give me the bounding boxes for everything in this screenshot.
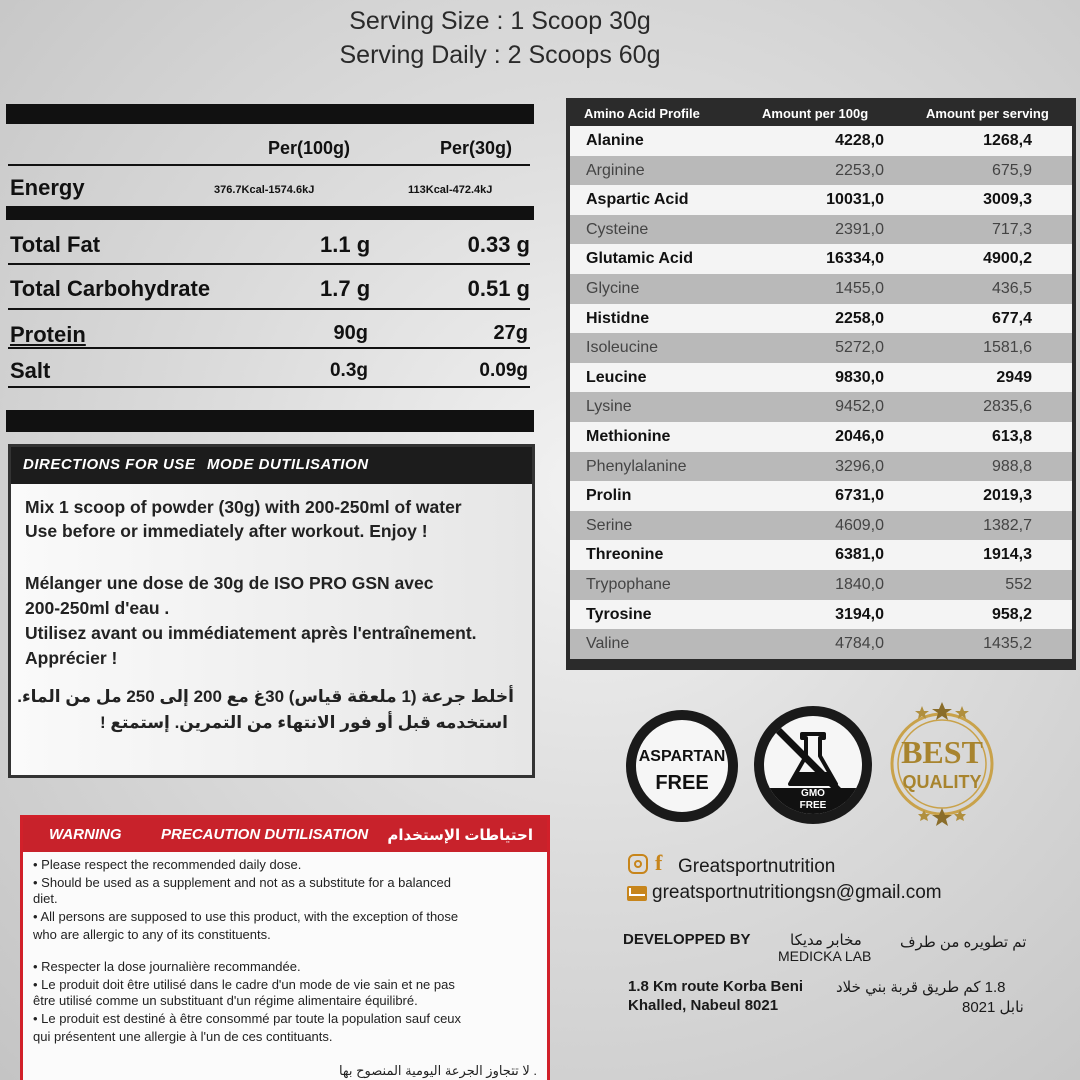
amino-name: Cysteine — [586, 220, 649, 238]
nutrition-thick-divider — [6, 206, 534, 220]
gmo-badge-text: GMO — [801, 788, 825, 799]
energy-label: Energy — [10, 175, 85, 200]
amino-row — [570, 452, 1072, 482]
warning-line: • Please respect the recommended daily dose. — [33, 857, 302, 872]
lab-name-en: MEDICKA LAB — [778, 948, 872, 964]
total-fat-label: Total Fat — [10, 232, 101, 257]
amino-name: Isoleucine — [586, 339, 659, 357]
warning-header — [23, 818, 547, 852]
nutrition-divider — [8, 347, 530, 349]
serving-info — [0, 4, 1000, 72]
amino-per-100g: 2258,0 — [835, 309, 884, 327]
amino-name: Trypophane — [586, 575, 671, 593]
amino-row — [570, 629, 1072, 659]
amino-per-100g: 2046,0 — [835, 427, 884, 445]
best-badge-text: BEST — [901, 734, 983, 770]
serving-daily: Serving Daily : 2 Scoops 60g — [339, 41, 661, 69]
amino-row — [570, 185, 1072, 215]
amino-per-serving: 2949 — [996, 368, 1032, 386]
amino-row — [570, 481, 1072, 511]
total-carbohydrate-100g: 1.7 g — [320, 276, 371, 301]
amino-name: Histidne — [586, 309, 650, 327]
amino-per-serving: 552 — [1005, 575, 1032, 593]
nutrition-bottom-bar — [6, 410, 534, 432]
amino-name: Threonine — [586, 546, 664, 564]
amino-name: Glutamic Acid — [586, 250, 693, 268]
email-icon — [627, 886, 647, 901]
email-address: greatsportnutritiongsn@gmail.com — [652, 882, 942, 903]
amino-per-serving: 1382,7 — [983, 516, 1032, 534]
amino-row — [570, 540, 1072, 570]
amino-per-serving: 436,5 — [991, 279, 1032, 297]
address-en-line: Khalled, Nabeul 8021 — [628, 997, 779, 1014]
directions-fr-line: Apprécier ! — [25, 648, 118, 668]
amino-per-100g: 5272,0 — [835, 339, 884, 357]
total-fat-100g: 1.1 g — [320, 232, 371, 257]
amino-per-serving: 1581,6 — [983, 339, 1032, 357]
amino-name: Lysine — [586, 398, 632, 416]
protein-label: Protein — [10, 322, 86, 347]
amino-name: Methionine — [586, 427, 671, 445]
aspartan-badge-text: ASPARTAN — [638, 748, 726, 765]
amino-per-serving: 3009,3 — [983, 191, 1032, 209]
amino-per-100g: 6731,0 — [835, 487, 884, 505]
warning-title-en: WARNING — [49, 826, 122, 843]
directions-fr-line: Mélanger une dose de 30g de ISO PRO GSN avec — [25, 573, 434, 593]
amino-row — [570, 126, 1072, 156]
directions-title-en: DIRECTIONS FOR USE — [23, 456, 196, 473]
quality-badge-text: QUALITY — [902, 772, 982, 792]
amino-name: Arginine — [586, 161, 645, 179]
total-fat-30g: 0.33 g — [467, 232, 530, 257]
amino-name: Aspartic Acid — [586, 191, 689, 209]
directions-fr-line: 200-250ml d'eau . — [25, 598, 170, 618]
amino-per-100g: 10031,0 — [826, 191, 884, 209]
facebook-icon: f — [655, 850, 663, 875]
nutrition-top-bar — [6, 104, 534, 124]
amino-per-100g: 9452,0 — [835, 398, 884, 416]
amino-per-serving: 2019,3 — [983, 487, 1032, 505]
warning-line: • Should be used as a supplement and not as a substitute for a balanced — [33, 875, 451, 890]
amino-row — [570, 215, 1072, 245]
amino-per-serving: 988,8 — [991, 457, 1032, 475]
warning-line: • All persons are supposed to use this product, with the exception of those — [33, 909, 459, 924]
amino-per-serving: 675,9 — [991, 161, 1032, 179]
warning-line: être utilisé comme un substituant d'un régime alimentaire équilibré. — [33, 993, 418, 1008]
amino-per-100g: 6381,0 — [835, 546, 884, 564]
gmo-free-badge — [754, 706, 872, 824]
amino-name: Serine — [586, 516, 633, 534]
warning-title-fr: PRECAUTION DUTILISATION — [161, 826, 369, 843]
gmo-badge-text-free: FREE — [799, 800, 827, 811]
warning-line: • Le produit doit être utilisé dans le cadre d'un mode de vie sain et ne pas — [33, 977, 455, 992]
directions-en-line: Use before or immediately after workout. Enjoy ! — [25, 521, 428, 541]
warning-line: • Respecter la dose journalière recommandée. — [33, 959, 301, 974]
directions-ar-line: استخدمه قبل أو فور الانتهاء من التمرين. إستمتع ! — [100, 713, 508, 732]
total-carbohydrate-label: Total Carbohydrate — [10, 276, 211, 301]
amino-per-100g: 4228,0 — [835, 132, 884, 149]
warning-line: who are allergic to any of its constituents. — [33, 927, 271, 942]
salt-30g: 0.09g — [479, 360, 528, 381]
amino-per-serving: 1268,4 — [983, 132, 1032, 149]
amino-row — [570, 511, 1072, 541]
salt-label: Salt — [10, 358, 51, 383]
amino-header-serving: Amount per serving — [926, 106, 1049, 121]
nutrition-divider — [8, 308, 530, 310]
best-quality-badge — [880, 700, 1004, 828]
amino-row — [570, 363, 1072, 393]
social-handle: Greatsportnutrition — [678, 856, 836, 877]
amino-per-100g: 9830,0 — [835, 368, 884, 386]
developped-by-label: DEVELOPPED BY — [623, 931, 751, 948]
nutrition-col-30g: Per(30g) — [440, 138, 513, 158]
total-carbohydrate-30g: 0.51 g — [467, 276, 530, 301]
protein-30g: 27g — [493, 322, 528, 344]
amino-table-body — [570, 126, 1072, 659]
amino-per-100g: 4609,0 — [835, 516, 884, 534]
amino-row — [570, 244, 1072, 274]
aspartan-badge-text-free: FREE — [655, 772, 709, 794]
amino-per-serving: 958,2 — [991, 605, 1032, 623]
amino-per-serving: 4900,2 — [983, 250, 1032, 268]
amino-per-100g: 3296,0 — [835, 457, 884, 475]
amino-name: Leucine — [586, 368, 647, 386]
address-en-line: 1.8 Km route Korba Beni — [628, 978, 804, 995]
amino-header-profile: Amino Acid Profile — [584, 106, 700, 121]
directions-en-line: Mix 1 scoop of powder (30g) with 200-250ml of water — [25, 497, 462, 517]
amino-per-100g: 2391,0 — [835, 220, 884, 238]
amino-name: Phenylalanine — [586, 457, 687, 475]
amino-per-100g: 3194,0 — [835, 605, 884, 623]
amino-per-100g: 1455,0 — [835, 279, 884, 297]
warning-panel — [20, 815, 550, 1080]
amino-table-header — [570, 102, 1072, 126]
amino-per-100g: 4784,0 — [835, 635, 884, 653]
energy-100g: 376.7Kcal-1574.6kJ — [214, 184, 315, 196]
amino-per-serving: 1435,2 — [983, 635, 1032, 653]
amino-name: Glycine — [586, 279, 640, 297]
energy-30g: 113Kcal-472.4kJ — [408, 184, 493, 196]
amino-row — [570, 422, 1072, 452]
amino-row — [570, 392, 1072, 422]
amino-row — [570, 600, 1072, 630]
warning-title-ar: احتياطات الإستخدام — [387, 827, 533, 844]
directions-title-fr: MODE DUTILISATION — [207, 456, 369, 473]
amino-row — [570, 333, 1072, 363]
protein-100g: 90g — [333, 322, 368, 344]
address-ar-line: 1.8 كم طريق قربة بني خلاد — [836, 979, 1006, 996]
developped-by-ar: تم تطويره من طرف — [900, 934, 1027, 951]
aspartan-free-badge — [626, 710, 738, 822]
amino-row — [570, 570, 1072, 600]
directions-ar-line: أخلط جرعة (1 ملعقة قياس) 30غ مع 200 إلى 250 مل من الماء. — [17, 687, 514, 706]
amino-name: Valine — [586, 635, 630, 653]
warning-ar-line: . لا تتجاوز الجرعة اليومية المنصوح بها — [338, 1063, 537, 1078]
amino-per-serving: 613,8 — [991, 427, 1032, 445]
amino-per-100g: 1840,0 — [835, 575, 884, 593]
amino-name: Alanine — [586, 132, 644, 149]
nutrition-divider — [8, 263, 530, 265]
amino-per-serving: 2835,6 — [983, 398, 1032, 416]
amino-per-100g: 16334,0 — [826, 250, 884, 268]
directions-fr-line: Utilisez avant ou immédiatement après l'entraînement. — [25, 623, 477, 643]
warning-line: qui présentent une allergie à l'un de ces contituants. — [33, 1029, 333, 1044]
amino-name: Prolin — [586, 487, 632, 505]
salt-100g: 0.3g — [329, 360, 368, 381]
serving-size: Serving Size : 1 Scoop 30g — [349, 7, 651, 35]
amino-header-100g: Amount per 100g — [762, 106, 869, 121]
nutrition-divider — [8, 164, 530, 166]
amino-per-serving: 1914,3 — [983, 546, 1032, 564]
nutrition-col-100g: Per(100g) — [268, 138, 351, 158]
amino-acid-table — [566, 98, 1076, 670]
instagram-icon — [628, 854, 648, 874]
amino-row — [570, 156, 1072, 186]
amino-row — [570, 304, 1072, 334]
amino-per-serving: 677,4 — [991, 309, 1032, 327]
amino-row — [570, 274, 1072, 304]
amino-name: Tyrosine — [586, 605, 652, 623]
address-ar-line: نابل 8021 — [962, 999, 1024, 1016]
warning-line: diet. — [33, 891, 58, 906]
lab-name-ar: مخابر مديكا — [790, 932, 862, 949]
nutrition-divider — [8, 386, 530, 388]
directions-header — [11, 447, 532, 484]
amino-per-serving: 717,3 — [991, 220, 1032, 238]
warning-line: • Le produit est destiné à être consommé par toute la population sauf ceux — [33, 1011, 462, 1026]
amino-per-100g: 2253,0 — [835, 161, 884, 179]
directions-panel — [8, 444, 535, 778]
